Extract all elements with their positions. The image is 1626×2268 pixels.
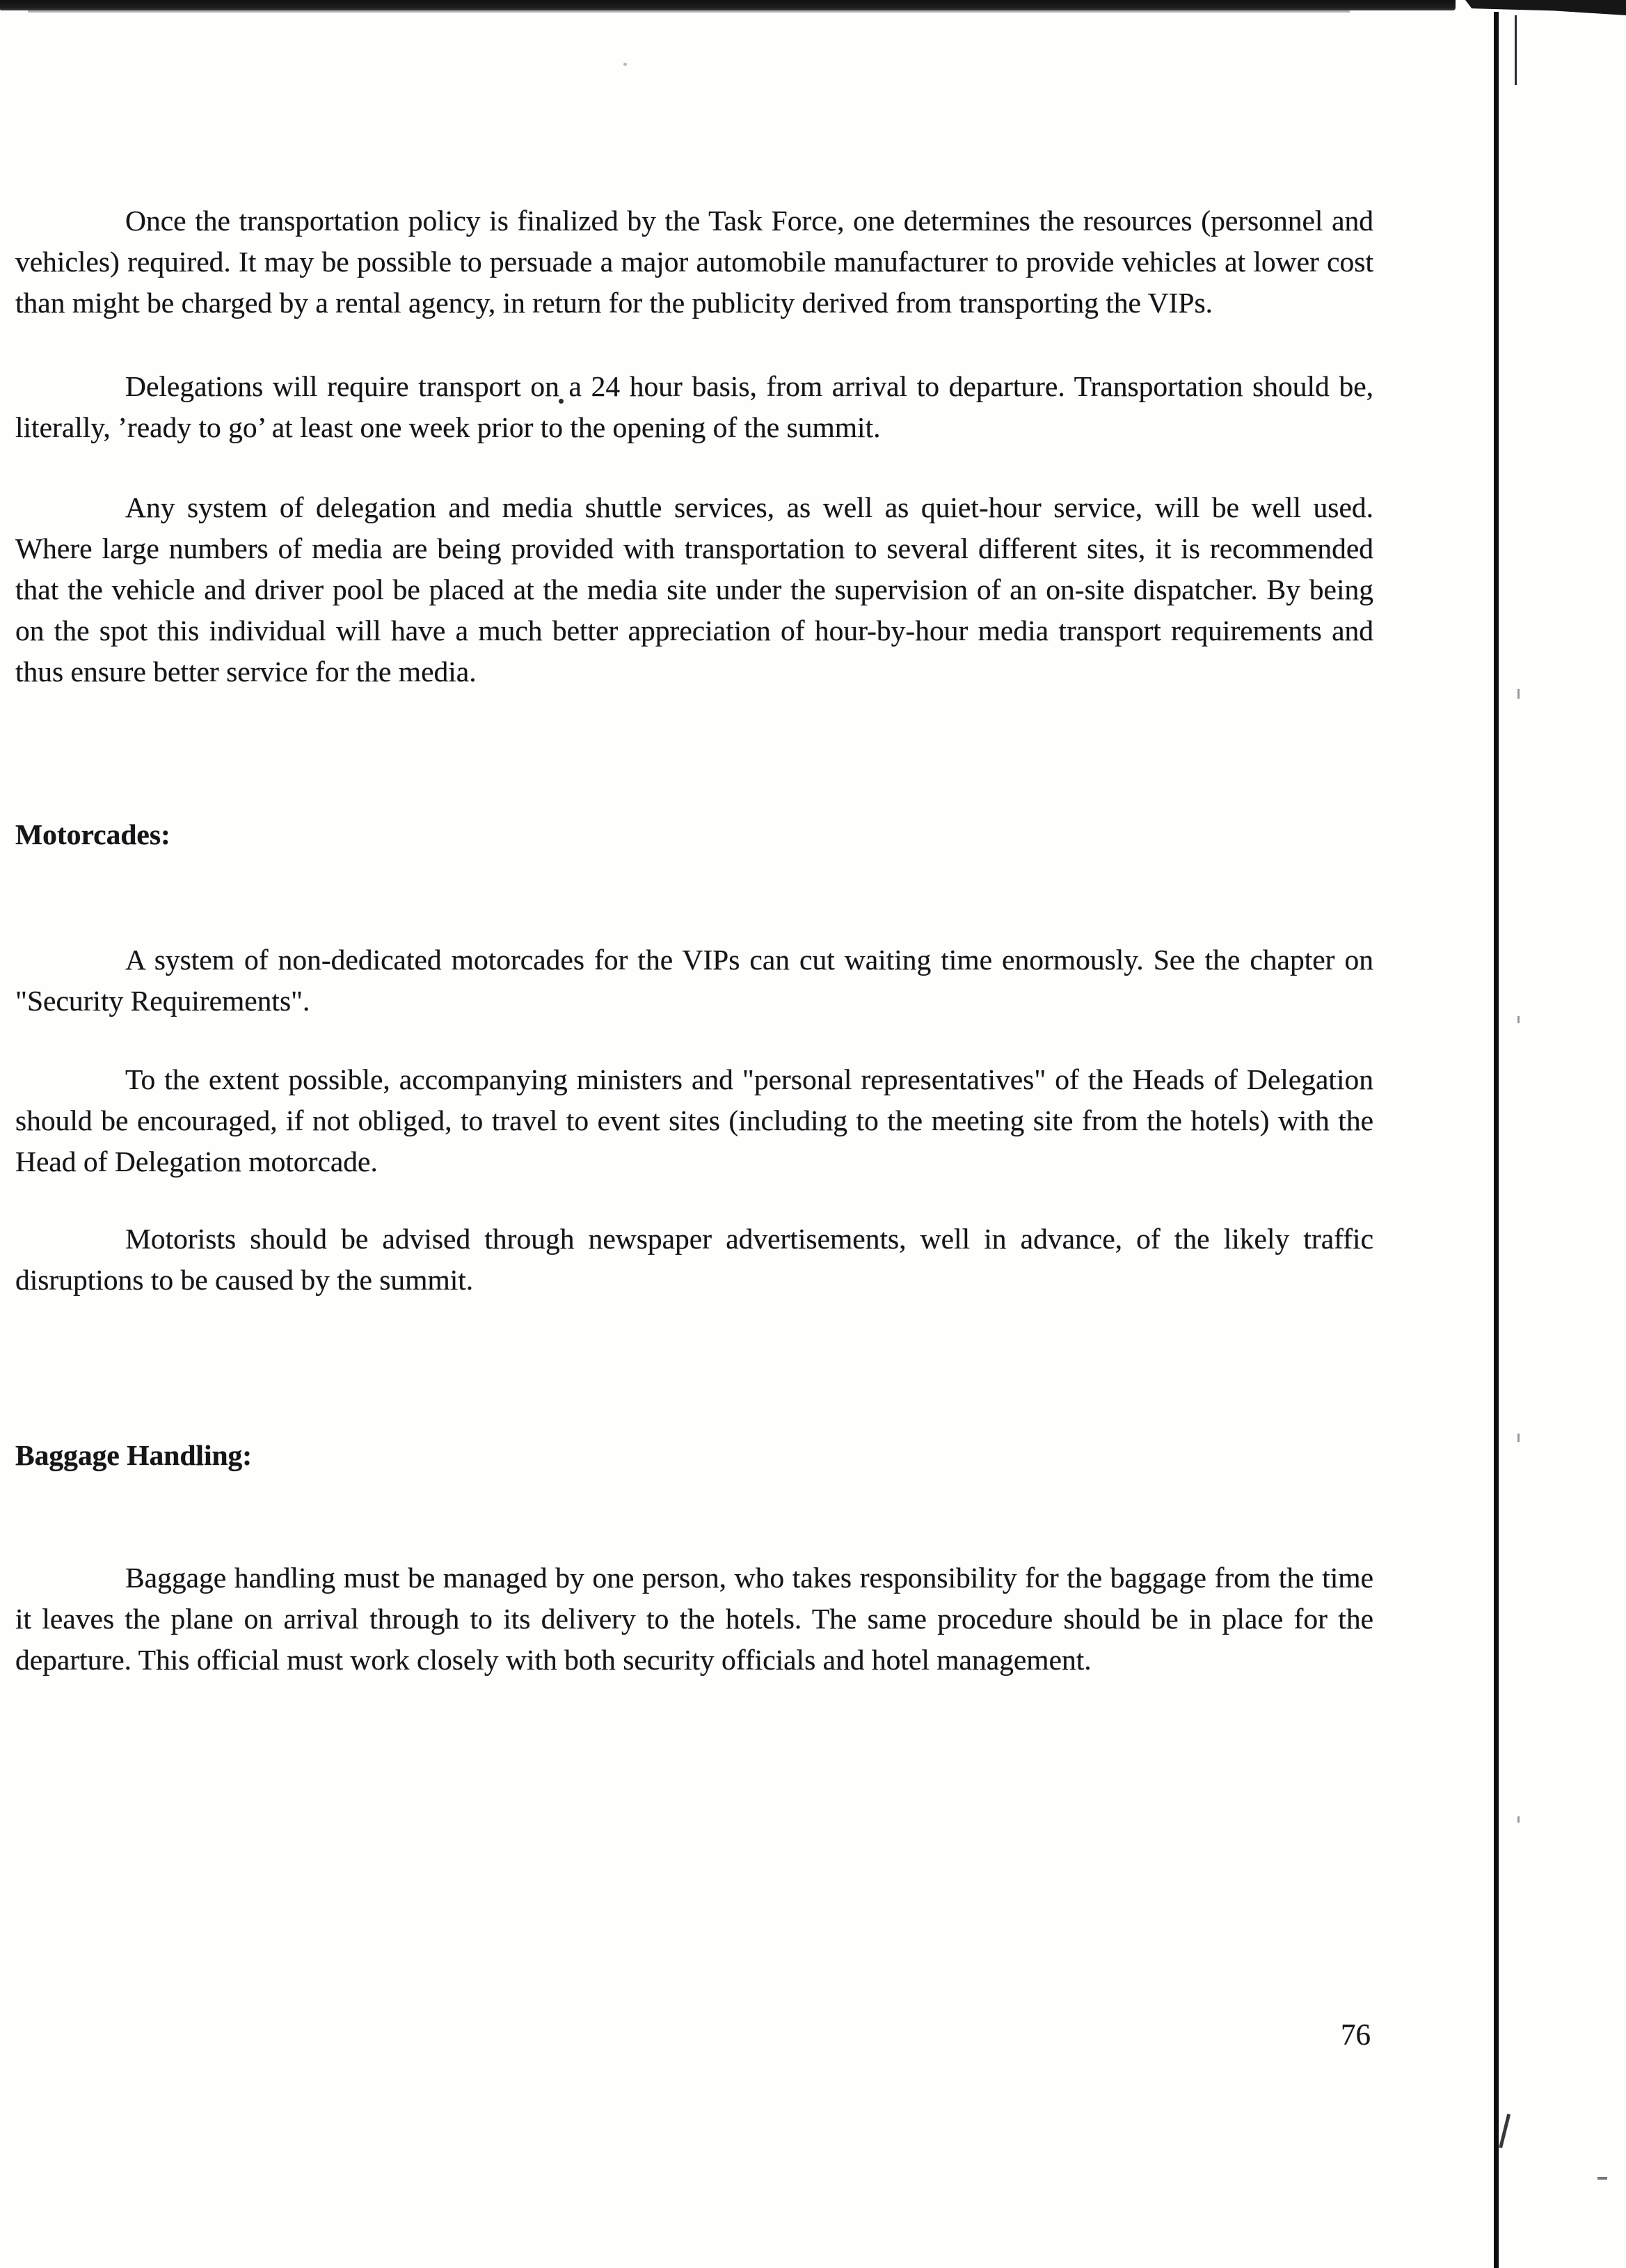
paragraph-baggage-handling: Baggage handling must be managed by one person, who takes responsibility for the baggage from the time it leaves the plane on arrival through to its delivery to the hotels. The same procedure should be in place for the departure. This official must work closely with both security officials and hotel management. xyxy=(15,1562,1373,1676)
heading-baggage-handling: Baggage Handling: xyxy=(15,1439,253,1471)
paragraph-transportation-policy: Once the transportation policy is finalized by the Task Force, one determines the resources (personnel and vehicles) required. It may be possible to persuade a major automobile manufacturer to provide vehicles at lower cost than might be charged by a rental agency, in return for the publicity derived from transporting the VIPs. xyxy=(15,205,1373,319)
scan-artifact-corner-mark xyxy=(1499,2114,1515,2149)
paragraph-motorcades-overview: A system of non-dedicated motorcades for the VIPs can cut waiting time enormously. See the chapter on "Security Requirements". xyxy=(15,944,1373,1017)
paragraph-motorists-advisory: Motorists should be advised through newspaper advertisements, well in advance, of the likely traffic disruptions to be caused by the summit. xyxy=(15,1223,1373,1296)
heading-motorcades: Motorcades: xyxy=(15,818,170,850)
paragraph-delegations-transport: Delegations will require transport on a 24 hour basis, from arrival to departure. Transportation should be, literally, ’ready to go’ at least one week prior to the opening of the summit. xyxy=(15,370,1373,443)
scan-artifact-dash xyxy=(1517,689,1520,699)
page-edge-line-secondary xyxy=(1515,15,1517,85)
scan-artifact-dash xyxy=(1517,1434,1520,1442)
scan-artifact-dash xyxy=(1517,1016,1520,1023)
scan-artifact-dash xyxy=(1597,2177,1607,2180)
scan-artifact-dash xyxy=(1517,1816,1520,1823)
document-text-column xyxy=(15,200,1373,1681)
scan-artifact-top-right-band xyxy=(1465,0,1626,15)
page-edge-line xyxy=(1494,12,1499,2268)
paragraph-shuttle-services: Any system of delegation and media shuttle services, as well as quiet-hour service, will be well used. Where large numbers of media are being provided with transportation to several different sites, it is recommended that the vehicle and driver pool be placed at the media site under the supervision of an on-site dispatcher. By being on the spot this individual will have a much better appreciation of hour-by-hour media transport requirements and thus ensure better service for the media. xyxy=(15,491,1373,688)
scan-artifact-top-band xyxy=(0,0,1456,10)
scan-artifact-speck xyxy=(623,63,627,66)
page-number: 76 xyxy=(1341,2019,1371,2052)
paragraph-ministers-travel: To the extent possible, accompanying ministers and "personal representatives" of the Heads of Delegation should be encouraged, if not obliged, to travel to event sites (including to the meeting site from the hotels) with the Head of Delegation motorcade. xyxy=(15,1063,1373,1177)
